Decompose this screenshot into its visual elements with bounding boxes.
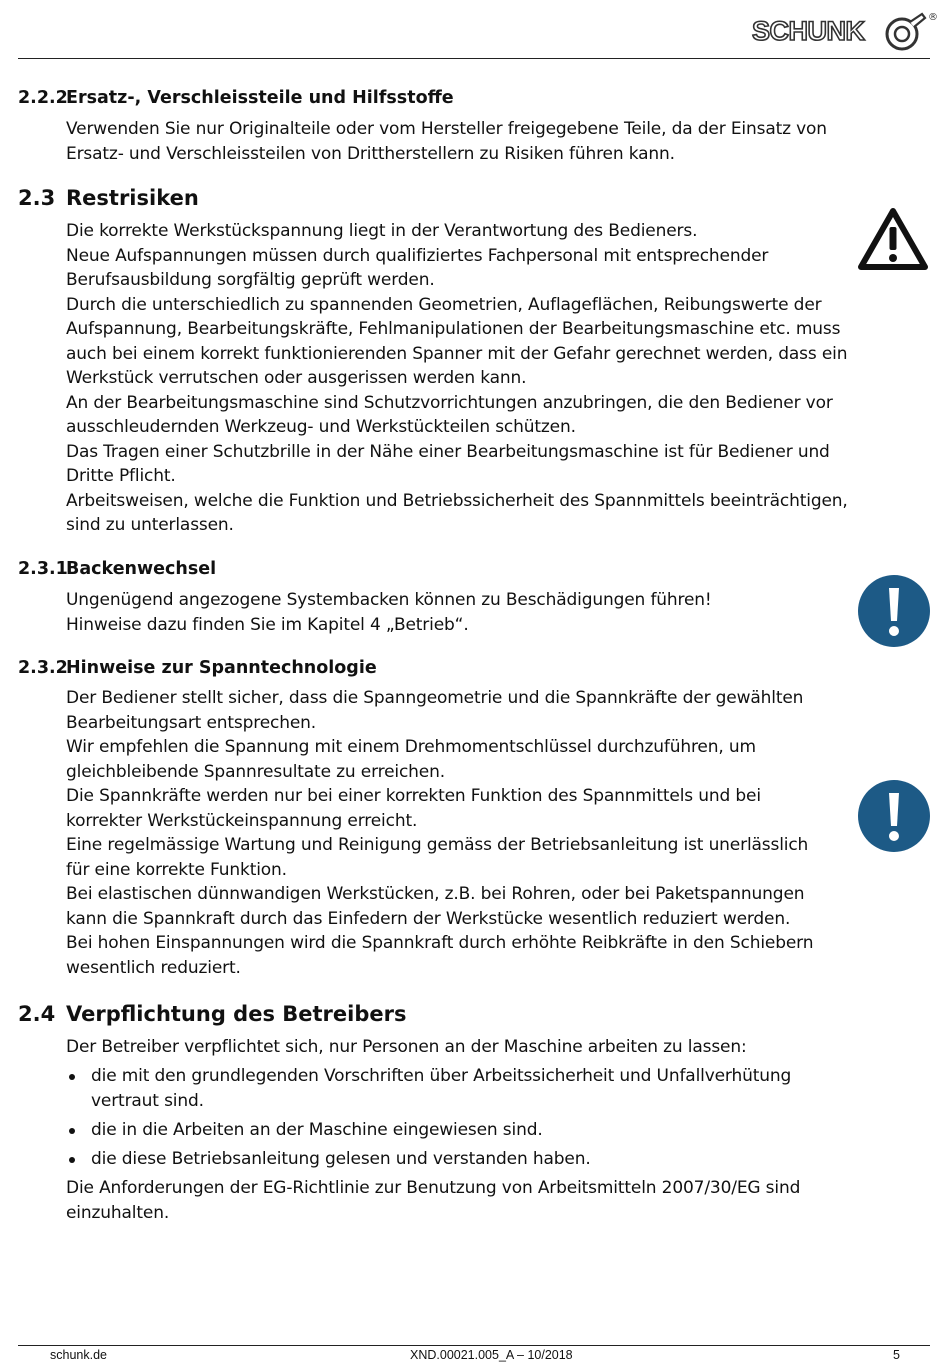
text-line: Werkstück verrutschen oder ausgerissen werden kann. [66, 368, 527, 388]
para-2-3-2 [66, 686, 813, 980]
text-line: für eine korrekte Funktion. [66, 859, 287, 880]
footer-doc-number: XND.00021.005_A – 10/2018 [410, 1348, 573, 1362]
text-line: Aufspannung, Bearbeitungskräfte, Fehlmanipulationen der Bearbeitungsmaschine etc. muss [66, 319, 841, 339]
heading-number: 2.3.2 [18, 658, 68, 678]
text-line: Ersatz- und Verschleissteilen von Drittherstellern zu Risiken führen kann. [66, 143, 675, 164]
text-line: An der Bearbeitungsmaschine sind Schutzvorrichtungen anzubringen, die den Bediener vor [66, 392, 833, 413]
heading-2-2-2 [18, 88, 454, 108]
heading-2-4 [18, 1002, 406, 1026]
text-line: Hinweise dazu finden Sie im Kapitel 4 „Betrieb“. [66, 614, 469, 635]
schunk-logo [752, 10, 942, 60]
logo-text: SCHUNK [752, 16, 865, 46]
info-exclamation-icon [858, 575, 930, 647]
heading-number: 2.3.1 [18, 559, 68, 579]
text-line: die mit den grundlegenden Vorschriften über Arbeitssicherheit und Unfallverhütung [91, 1066, 792, 1086]
text-line: vertraut sind. [91, 1090, 204, 1111]
text-line: Arbeitsweisen, welche die Funktion und Betriebssicherheit des Spannmittels beeinträchtigen, [66, 490, 848, 511]
heading-title: Restrisiken [66, 186, 199, 210]
text-line: kann die Spannkraft durch das Einfedern der Werkstücke wesentlich reduziert werden. [66, 908, 791, 929]
warning-triangle-icon [857, 207, 929, 271]
text-line: wesentlich reduziert. [66, 957, 241, 978]
text-line: Die korrekte Werkstückspannung liegt in der Verantwortung des Bedieners. [66, 221, 698, 241]
heading-title: Verpflichtung des Betreibers [66, 1002, 407, 1026]
text-line: Verwenden Sie nur Originalteile oder vom Hersteller freigegebene Teile, da der Einsatz von [66, 119, 827, 139]
heading-title: Ersatz-, Verschleissteile und Hilfsstoffe [66, 88, 454, 108]
para-2-2-2 [66, 117, 827, 166]
text-line: auch bei einem korrekt funktionierenden Spanner mit der Gefahr gerechnet werden, dass ein [66, 343, 848, 364]
bullet-dot-icon [69, 1157, 75, 1163]
text-line: Bearbeitungsart entsprechen. [66, 712, 317, 733]
logo-hand-icon [882, 10, 928, 56]
heading-2-3-1 [18, 559, 216, 579]
text-line: Wir empfehlen die Spannung mit einem Drehmomentschlüssel durchzuführen, um [66, 737, 756, 757]
list-item [66, 1118, 791, 1143]
text-line: Das Tragen einer Schutzbrille in der Nähe einer Bearbeitungsmaschine ist für Bediener und [66, 441, 830, 462]
heading-title: Hinweise zur Spanntechnologie [66, 658, 377, 678]
para-2-3 [66, 219, 848, 538]
text-line: die diese Betriebsanleitung gelesen und verstanden haben. [91, 1148, 591, 1169]
list-item [66, 1064, 791, 1113]
text-line: Neue Aufspannungen müssen durch qualifiziertes Fachpersonal mit entsprechender [66, 245, 769, 266]
bullet-list [66, 1064, 791, 1176]
para-2-4-outro [66, 1176, 800, 1225]
bullet-dot-icon [69, 1128, 75, 1134]
text-line: Der Betreiber verpflichtet sich, nur Personen an der Maschine arbeiten zu lassen: [66, 1037, 747, 1057]
list-item [66, 1147, 791, 1172]
footer-website: schunk.de [50, 1348, 107, 1362]
text-line: Eine regelmässige Wartung und Reinigung gemäss der Betriebsanleitung ist unerlässlich [66, 835, 809, 855]
text-line: Berufsausbildung sorgfältig geprüft werden. [66, 270, 435, 290]
text-line: einzuhalten. [66, 1202, 170, 1223]
heading-title: Backenwechsel [66, 559, 217, 579]
footer-rule [18, 1345, 930, 1346]
text-line: Bei hohen Einspannungen wird die Spannkraft durch erhöhte Reibkräfte in den Schiebern [66, 933, 814, 953]
text-line: gleichbleibende Spannresultate zu erreichen. [66, 761, 445, 782]
text-line: Die Anforderungen der EG-Richtlinie zur Benutzung von Arbeitsmitteln 2007/30/EG sind [66, 1178, 801, 1198]
heading-2-3-2 [18, 658, 377, 678]
heading-number: 2.3 [18, 186, 56, 210]
bullet-dot-icon [69, 1074, 75, 1080]
header-rule [18, 58, 930, 59]
text-line: Ungenügend angezogene Systembacken können zu Beschädigungen führen! [66, 590, 712, 610]
footer-page-number: 5 [893, 1348, 900, 1362]
heading-2-3 [18, 186, 199, 210]
heading-number: 2.2.2 [18, 88, 68, 108]
text-line: korrekter Werkstückeinspannung erreicht. [66, 810, 418, 831]
heading-number: 2.4 [18, 1002, 56, 1026]
text-line: Durch die unterschiedlich zu spannenden Geometrien, Auflageflächen, Reibungswerte der [66, 294, 822, 315]
para-2-3-1 [66, 588, 712, 637]
text-line: sind zu unterlassen. [66, 515, 234, 535]
para-2-4-intro [66, 1035, 747, 1060]
registered-mark: ® [928, 12, 938, 23]
text-line: Der Bediener stellt sicher, dass die Spanngeometrie und die Spannkräfte der gewählten [66, 688, 804, 708]
text-line: ausschleudernden Werkzeug- und Werkstückteilen schützen. [66, 417, 576, 437]
text-line: Bei elastischen dünnwandigen Werkstücken, z.B. bei Rohren, oder bei Paketspannungen [66, 884, 805, 904]
info-exclamation-icon [858, 780, 930, 852]
text-line: die in die Arbeiten an der Maschine eingewiesen sind. [91, 1119, 543, 1140]
text-line: Die Spannkräfte werden nur bei einer korrekten Funktion des Spannmittels und bei [66, 786, 761, 806]
text-line: Dritte Pflicht. [66, 466, 176, 486]
